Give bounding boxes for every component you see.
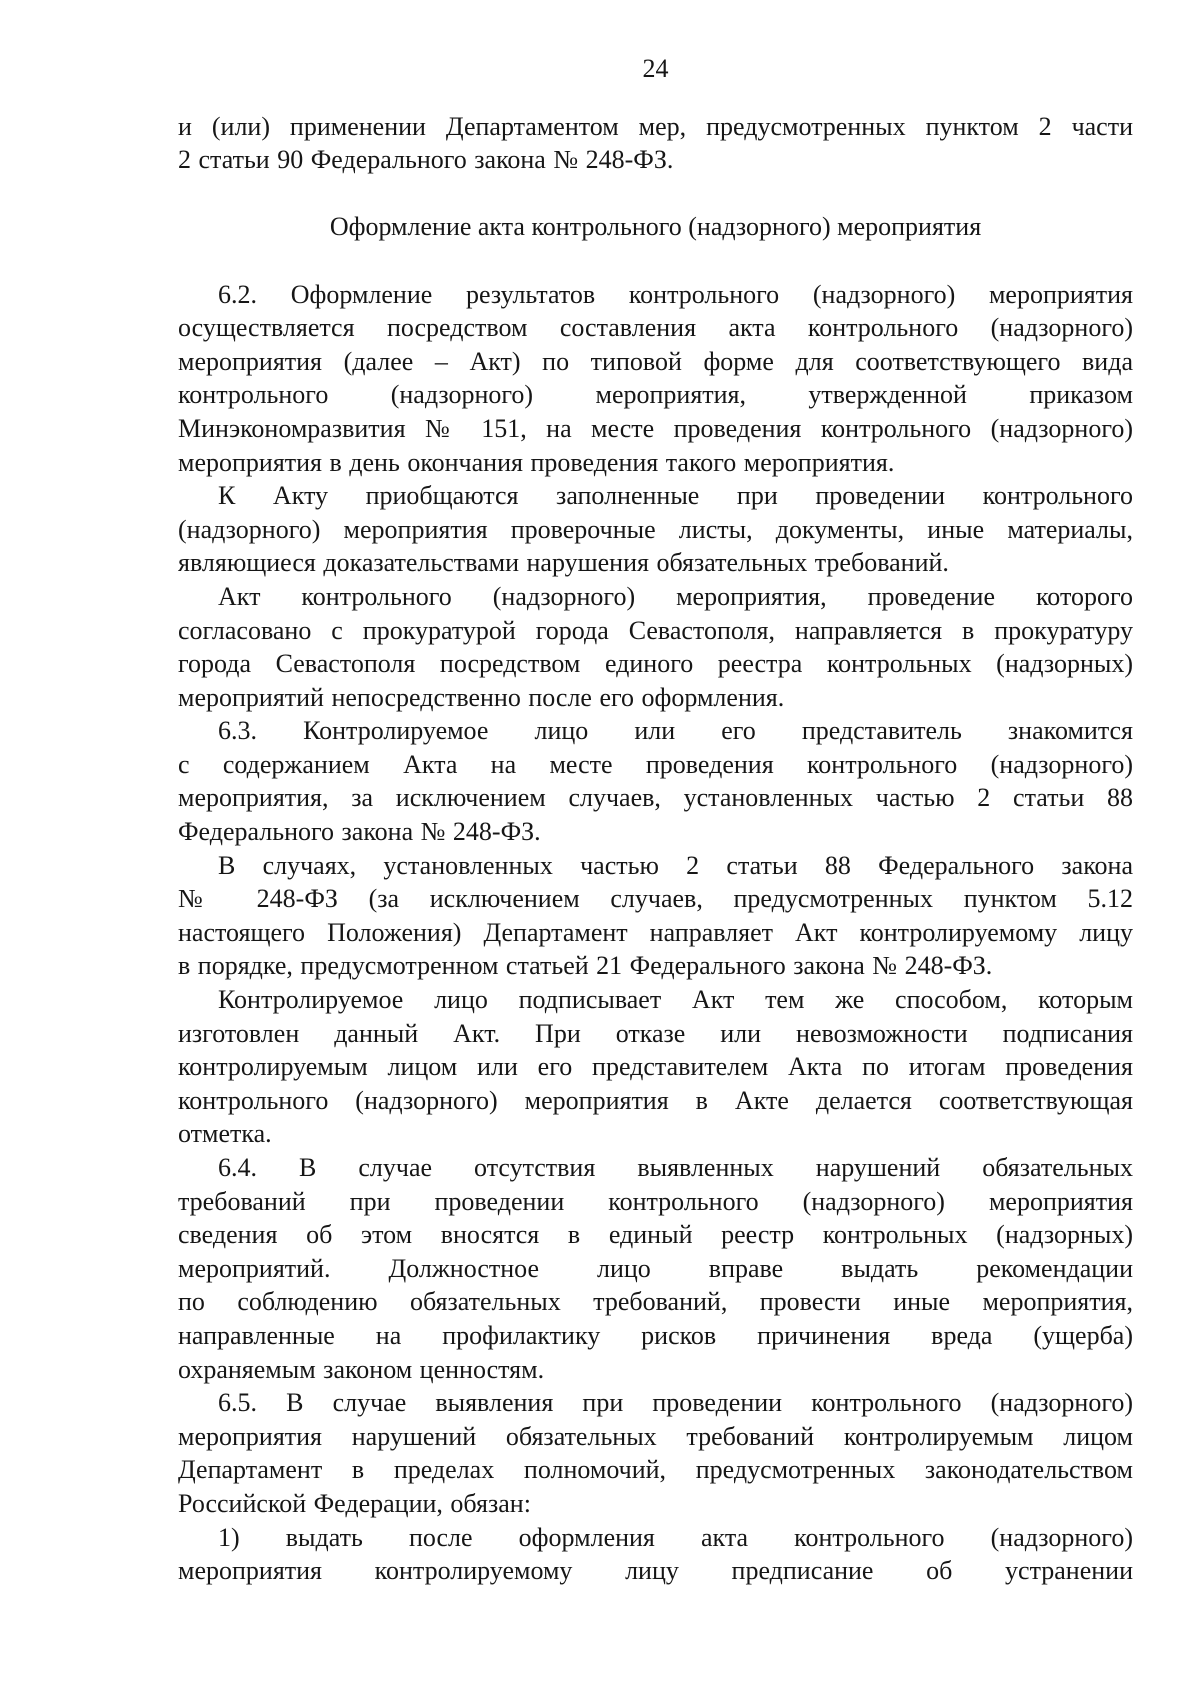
text-line: города Севастополя посредством единого реестра контрольных (надзорных) [178, 649, 1133, 679]
paragraph [178, 983, 1133, 1151]
text-line: мероприятий непосредственно после его оформления. [178, 682, 785, 712]
text-line: (надзорного) мероприятия проверочные листы, документы, иные материалы, [178, 514, 1133, 544]
text-line: мероприятия в день окончания проведения такого мероприятия. [178, 447, 895, 477]
text-line: с содержанием Акта на месте проведения контрольного (надзорного) [178, 749, 1133, 779]
paragraph [178, 714, 1133, 848]
text-line: в порядке, предусмотренном статьей 21 Федерального закона № 248-ФЗ. [178, 951, 993, 981]
text-line: изготовлен данный Акт. При отказе или невозможности подписания [178, 1018, 1133, 1048]
text-line: направленные на профилактику рисков причинения вреда (ущерба) [178, 1320, 1133, 1350]
text-line: по соблюдению обязательных требований, провести иные мероприятия, [178, 1287, 1133, 1317]
text-line: 1) выдать после оформления акта контрольного (надзорного) [218, 1522, 1133, 1552]
text-line: сведения об этом вносятся в единый реестр контрольных (надзорных) [178, 1220, 1133, 1250]
text-line: контрольного (надзорного) мероприятия в Акте делается соответствующая [178, 1085, 1133, 1115]
text-line: мероприятий. Должностное лицо вправе выдать рекомендации [178, 1253, 1133, 1283]
text-line: согласовано с прокуратурой города Севастополя, направляется в прокуратуру [178, 615, 1133, 645]
document-content [178, 52, 1133, 1588]
text-line: отметка. [178, 1119, 272, 1149]
text-line: Акт контрольного (надзорного) мероприятия, проведение которого [218, 581, 1133, 611]
text-line: № 248-ФЗ (за исключением случаев, предусмотренных пунктом 5.12 [178, 884, 1133, 914]
text-line: 6.3. Контролируемое лицо или его представитель знакомится [218, 716, 1133, 746]
text-line: охраняемым законом ценностям. [178, 1354, 545, 1384]
text-line: мероприятия (далее – Акт) по типовой форме для соответствующего вида [178, 346, 1133, 376]
text-line: В случаях, установленных частью 2 статьи 88 Федерального закона [218, 850, 1133, 880]
text-line: К Акту приобщаются заполненные при проведении контрольного [218, 481, 1133, 511]
text-line: 6.2. Оформление результатов контрольного (надзорного) мероприятия [218, 279, 1133, 309]
text-line: Российской Федерации, обязан: [178, 1488, 531, 1518]
paragraph [178, 849, 1133, 983]
text-line: Департамент в пределах полномочий, предусмотренных законодательством [178, 1455, 1133, 1485]
text-line: мероприятия, за исключением случаев, установленных частью 2 статьи 88 [178, 783, 1133, 813]
paragraph [178, 580, 1133, 714]
page-number: 24 [642, 54, 669, 83]
paragraph [178, 1151, 1133, 1386]
document-body [178, 110, 1133, 1588]
section-heading: Оформление акта контрольного (надзорного) мероприятия [329, 212, 982, 242]
paragraph [178, 278, 1133, 480]
text-line: мероприятия контролируемому лицу предписание об устранении [178, 1556, 1133, 1586]
text-line: Федерального закона № 248-ФЗ. [178, 817, 541, 847]
paragraph [178, 1521, 1133, 1588]
paragraph [178, 479, 1133, 580]
paragraph [178, 110, 1133, 177]
text-line: мероприятия нарушений обязательных требований контролируемым лицом [178, 1421, 1133, 1451]
text-line: Минэкономразвития № 151, на месте проведения контрольного (надзорного) [178, 413, 1133, 443]
text-line: контрольного (надзорного) мероприятия, утвержденной приказом [178, 380, 1133, 410]
paragraph [178, 1386, 1133, 1520]
text-line: требований при проведении контрольного (надзорного) мероприятия [178, 1186, 1133, 1216]
text-line: 2 статьи 90 Федерального закона № 248-ФЗ. [178, 145, 674, 175]
text-line: осуществляется посредством составления акта контрольного (надзорного) [178, 313, 1133, 343]
text-line: настоящего Положения) Департамент направляет Акт контролируемому лицу [178, 917, 1133, 947]
text-line: контролируемым лицом или его представителем Акта по итогам проведения [178, 1052, 1133, 1082]
text-line: и (или) применении Департаментом мер, предусмотренных пунктом 2 части [178, 111, 1133, 141]
text-line: Контролируемое лицо подписывает Акт тем же способом, которым [218, 985, 1133, 1015]
text-line: 6.4. В случае отсутствия выявленных нарушений обязательных [218, 1153, 1133, 1182]
text-line: 6.5. В случае выявления при проведении контрольного (надзорного) [218, 1388, 1133, 1418]
text-line: являющиеся доказательствами нарушения обязательных требований. [178, 548, 949, 578]
